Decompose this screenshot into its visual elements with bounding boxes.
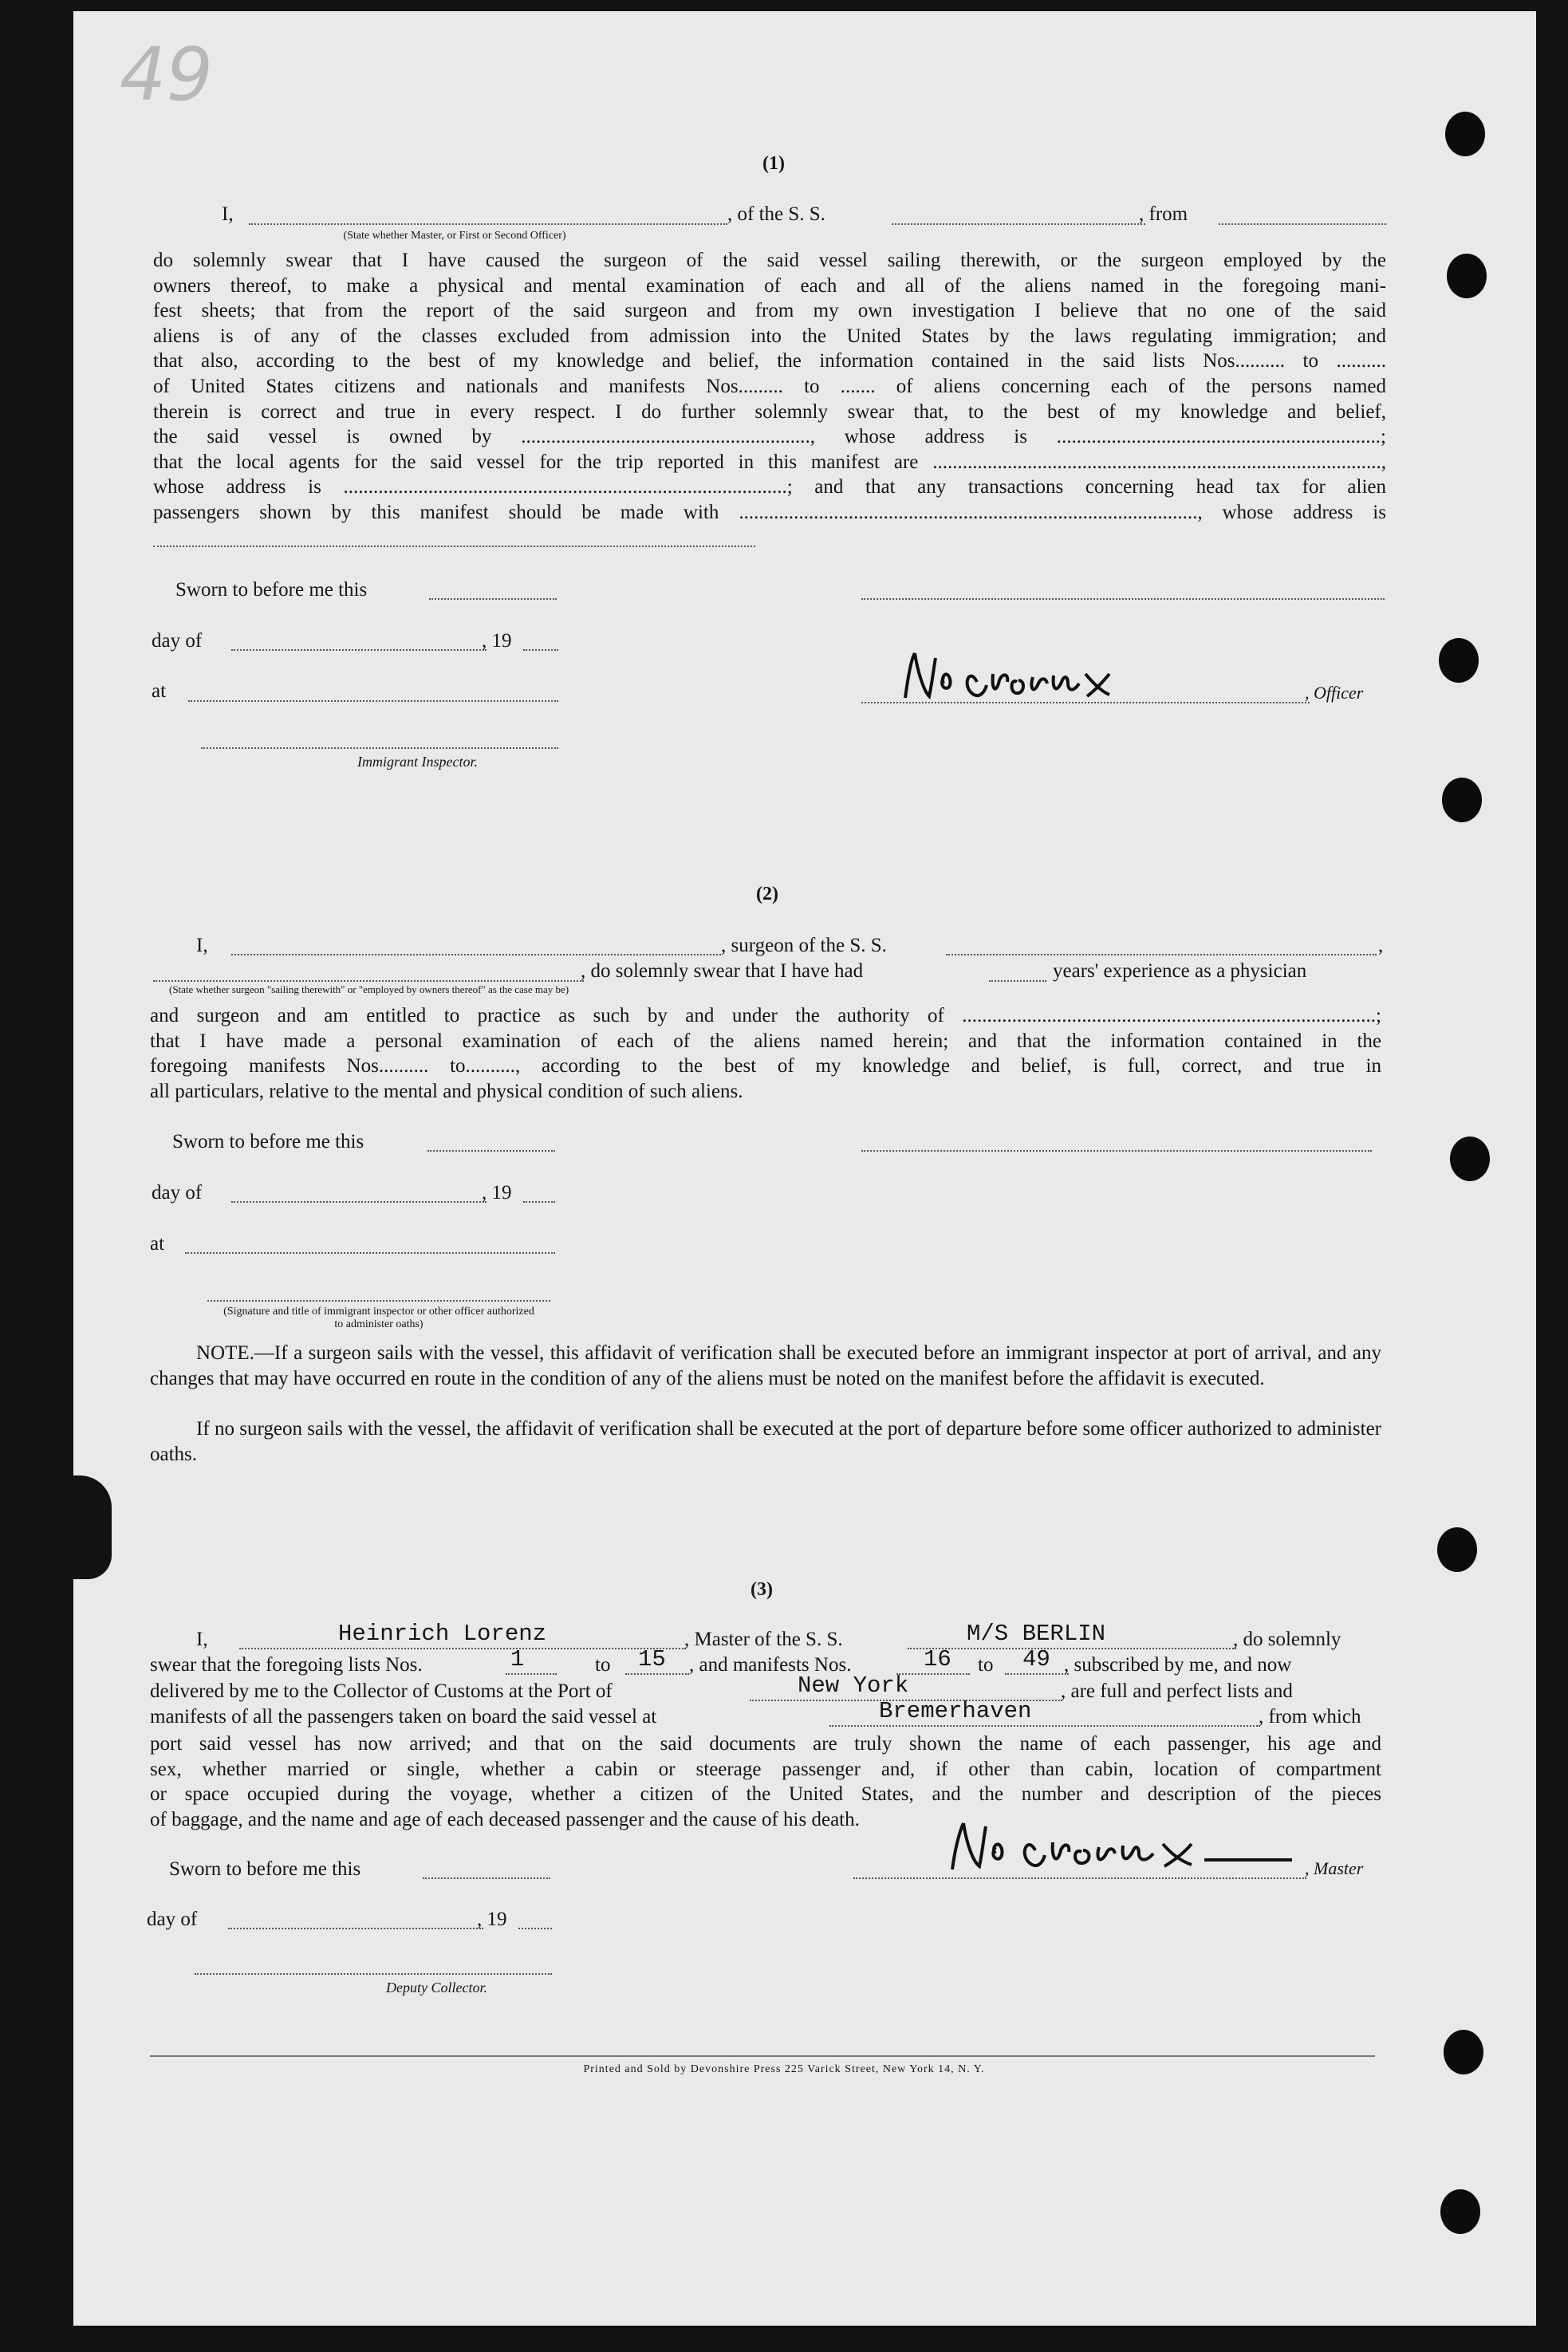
s2-signature-note: (Signature and title of immigrant inspector or other officer authorized to administer oaths) (223, 1306, 534, 1330)
s2-year: , 19 (482, 1182, 512, 1204)
s3-subscribed: , subscribed by me, and now (1064, 1654, 1292, 1676)
s3-day-line (228, 1928, 483, 1929)
s1-line-4: aliens is of any of the classes excluded from admission into the United States by the laws regulating immigration; and (153, 325, 1386, 347)
section1-body (153, 248, 1386, 526)
s2-note-text-1: NOTE.—If a surgeon sails with the vessel, this affidavit of verification shall be executed before an immigrant inspector at port of arrival, and any changes that may have occurred en route in the condition of any of the aliens must be noted on the manifest before the affidavit is executed. (150, 1342, 1381, 1389)
punch-hole (1447, 254, 1487, 298)
s3-line-1: port said vessel has now arrived; and that on the said documents are truly shown the name of each passenger, his age and (150, 1733, 1381, 1755)
section2-heading: (2) (756, 884, 778, 904)
s3-ship-line (908, 1648, 1236, 1649)
s1-line-8: the said vessel is owned by .........................................................., whose address is .................................................................; (153, 426, 1386, 448)
s1-line-11: passengers shown by this manifest should be made with ............................................................................................, whose address is (153, 501, 1386, 523)
s3-lists-from-line (506, 1673, 557, 1675)
s2-surgeon-of: , surgeon of the S. S. (721, 935, 887, 956)
punch-hole (1450, 1137, 1490, 1181)
s1-line-10: whose address is .........................................................................................; and that any transactions concerning head tax for alien (153, 476, 1386, 498)
printer-imprint: Printed and Sold by Devonshire Press 225 Varick Street, New York 14, N. Y. (583, 2063, 985, 2075)
s2-year-line (523, 1201, 555, 1203)
s1-officer-line (249, 223, 727, 225)
s1-sworn: Sworn to before me this (175, 579, 368, 601)
punch-hole (1439, 638, 1479, 683)
s2-line-3: foregoing manifests Nos.......... to.........., according to the best of my knowledge and belief, is full, correct, and true in (150, 1055, 1381, 1078)
section2-body (150, 1003, 1381, 1104)
s1-day-line (231, 649, 487, 651)
s3-i-label: I, (196, 1629, 208, 1650)
s3-do-solemnly: , do solemnly (1233, 1629, 1341, 1650)
s3-line-3: or space occupied during the voyage, whether a citizen of the United States, and the number and description of the pieces (150, 1783, 1381, 1806)
s1-line-5: that also, according to the best of my knowledge and belief, the information contained in the said lists Nos.......... to .......... (153, 350, 1386, 372)
s2-note-paragraph-2 (150, 1416, 1381, 1467)
s1-at: at (152, 680, 167, 702)
s1-sworn-right-line (861, 598, 1385, 600)
s1-vessel-line (892, 223, 1145, 225)
lists-from: 1 (510, 1646, 525, 1672)
s3-full-perfect: , are full and perfect lists and (1061, 1680, 1293, 1702)
s1-line-7: therein is correct and true in every respect. I do further solemnly swear that, to the best of my knowledge and belief, (153, 400, 1386, 423)
s2-sworn-right-line (861, 1150, 1372, 1152)
s3-line-2: sex, whether married or single, whether a cabin or steerage passenger and, if other than cabin, location of compartment (150, 1758, 1381, 1780)
punch-hole (1440, 2189, 1480, 2234)
s2-surgeon-note: (State whether surgeon "sailing therewith" or "employed by owners thereof" as the case may be) (169, 983, 569, 995)
s3-to-2: to (978, 1654, 994, 1676)
departure-port: Bremerhaven (879, 1698, 1032, 1724)
s3-to-1: to (595, 1654, 611, 1676)
s1-year: , 19 (482, 630, 512, 652)
s3-sworn-line (423, 1877, 550, 1879)
footer-rule (150, 2055, 1375, 2057)
punch-hole (1437, 1527, 1477, 1572)
s3-delivered: delivered by me to the Collector of Customs at the Port of (150, 1680, 613, 1702)
s2-line-4: all particulars, relative to the mental and physical condition of such aliens. (150, 1080, 743, 1102)
s3-day-of: day of (147, 1909, 198, 1930)
s1-line-3: fest sheets; that from the report of the said surgeon and from my own investigation I believe that no one of the said (153, 300, 1386, 322)
torn-edge (73, 1475, 112, 1579)
s1-officer-note: (State whether Master, or First or Second Officer) (343, 230, 566, 242)
s2-at: at (150, 1233, 165, 1255)
section3-heading: (3) (751, 1579, 773, 1600)
s3-name-line (239, 1648, 686, 1649)
s2-at-line (185, 1252, 555, 1254)
s2-sworn: Sworn to before me this (172, 1131, 364, 1152)
s2-signature-line (207, 1300, 550, 1302)
s3-year-line (518, 1928, 552, 1929)
s1-from-label: , from (1139, 203, 1188, 225)
s1-year-line (523, 649, 558, 651)
s3-and-manifests: , and manifests Nos. (689, 1654, 852, 1676)
s1-line-9: that the local agents for the said vessel for the trip reported in this manifest are .........................................................................................., (153, 451, 1386, 473)
s3-manifests-of: manifests of all the passengers taken on board the said vessel at (150, 1706, 657, 1728)
s2-note-text-2: If no surgeon sails with the vessel, the affidavit of verification shall be executed at the port of departure before some officer authorized to administer oaths. (150, 1418, 1381, 1465)
ship-name: M/S BERLIN (967, 1621, 1106, 1647)
punch-hole (1445, 112, 1485, 156)
s2-vessel-line (946, 954, 1377, 955)
manifests-to: 49 (1022, 1646, 1050, 1672)
s2-line-1: and surgeon and am entitled to practice as such by and under the authority of ...................................................................................; (150, 1005, 1381, 1026)
s1-address-continuation-line (153, 546, 755, 547)
s2-note-paragraph-1 (150, 1341, 1381, 1391)
s1-at-line (188, 700, 558, 702)
punch-hole (1442, 778, 1482, 822)
master-signature (941, 1810, 1308, 1882)
s2-i-label: I, (196, 935, 208, 956)
s2-line-2: that I have made a personal examination of each of the aliens named herein; and that the information contained in the (150, 1030, 1381, 1052)
s2-day-line (231, 1201, 487, 1203)
s2-status-line (153, 980, 584, 982)
s3-master-caption: , Master (1305, 1858, 1364, 1878)
s3-lists-to-line (625, 1673, 689, 1675)
s3-manifests-to-line (1005, 1673, 1069, 1675)
s1-from-line (1219, 223, 1386, 225)
s1-day-of: day of (152, 630, 203, 652)
s1-i-label: I, (222, 203, 234, 225)
s2-years: years' experience as a physician (1053, 960, 1307, 982)
s2-sworn-line (427, 1150, 555, 1152)
deputy-sign-line (195, 1973, 552, 1975)
s2-surgeon-name-line (231, 954, 721, 955)
manifests-from: 16 (924, 1646, 951, 1672)
s1-inspector-caption: Immigrant Inspector. (357, 754, 478, 770)
s3-swear-lists: swear that the foregoing lists Nos. (150, 1654, 423, 1676)
section1-heading: (1) (762, 153, 785, 174)
s3-sworn: Sworn to before me this (169, 1858, 361, 1880)
s1-line-2: owners thereof, to make a physical and mental examination of each and all of the aliens named in the foregoing mani- (153, 274, 1386, 297)
master-name: Heinrich Lorenz (338, 1621, 547, 1647)
s3-line-4: of baggage, and the name and age of each deceased passenger and the cause of his death. (150, 1808, 860, 1830)
s1-line-1: do solemnly swear that I have caused the surgeon of the said vessel sailing therewith, or the surgeon employed by the (153, 250, 1386, 271)
s1-of-the-ss: , of the S. S. (727, 203, 825, 225)
s1-officer-caption: , Officer (1305, 683, 1364, 703)
s1-line-6: of United States citizens and nationals and manifests Nos......... to ....... of aliens concerning each of the persons named (153, 375, 1386, 397)
s2-day-of: day of (152, 1182, 203, 1204)
s3-deputy-caption: Deputy Collector. (386, 1980, 487, 1995)
s2-swear: , do solemnly swear that I have had (581, 960, 864, 982)
arrival-port: New York (798, 1672, 909, 1699)
master-sign-line (853, 1877, 1306, 1879)
s2-comma: , (1378, 935, 1384, 956)
officer-sign-line (861, 702, 1310, 703)
s3-from-which: , from which (1259, 1706, 1361, 1728)
s3-year: , 19 (477, 1909, 507, 1930)
inspector-sign-line (201, 747, 558, 749)
s3-departure-line (829, 1725, 1260, 1727)
s2-years-line (989, 980, 1046, 982)
s1-sworn-line (429, 598, 557, 600)
page-number: 49 (120, 32, 214, 117)
lists-to: 15 (638, 1646, 666, 1672)
s3-master-of: , Master of the S. S. (684, 1629, 843, 1650)
